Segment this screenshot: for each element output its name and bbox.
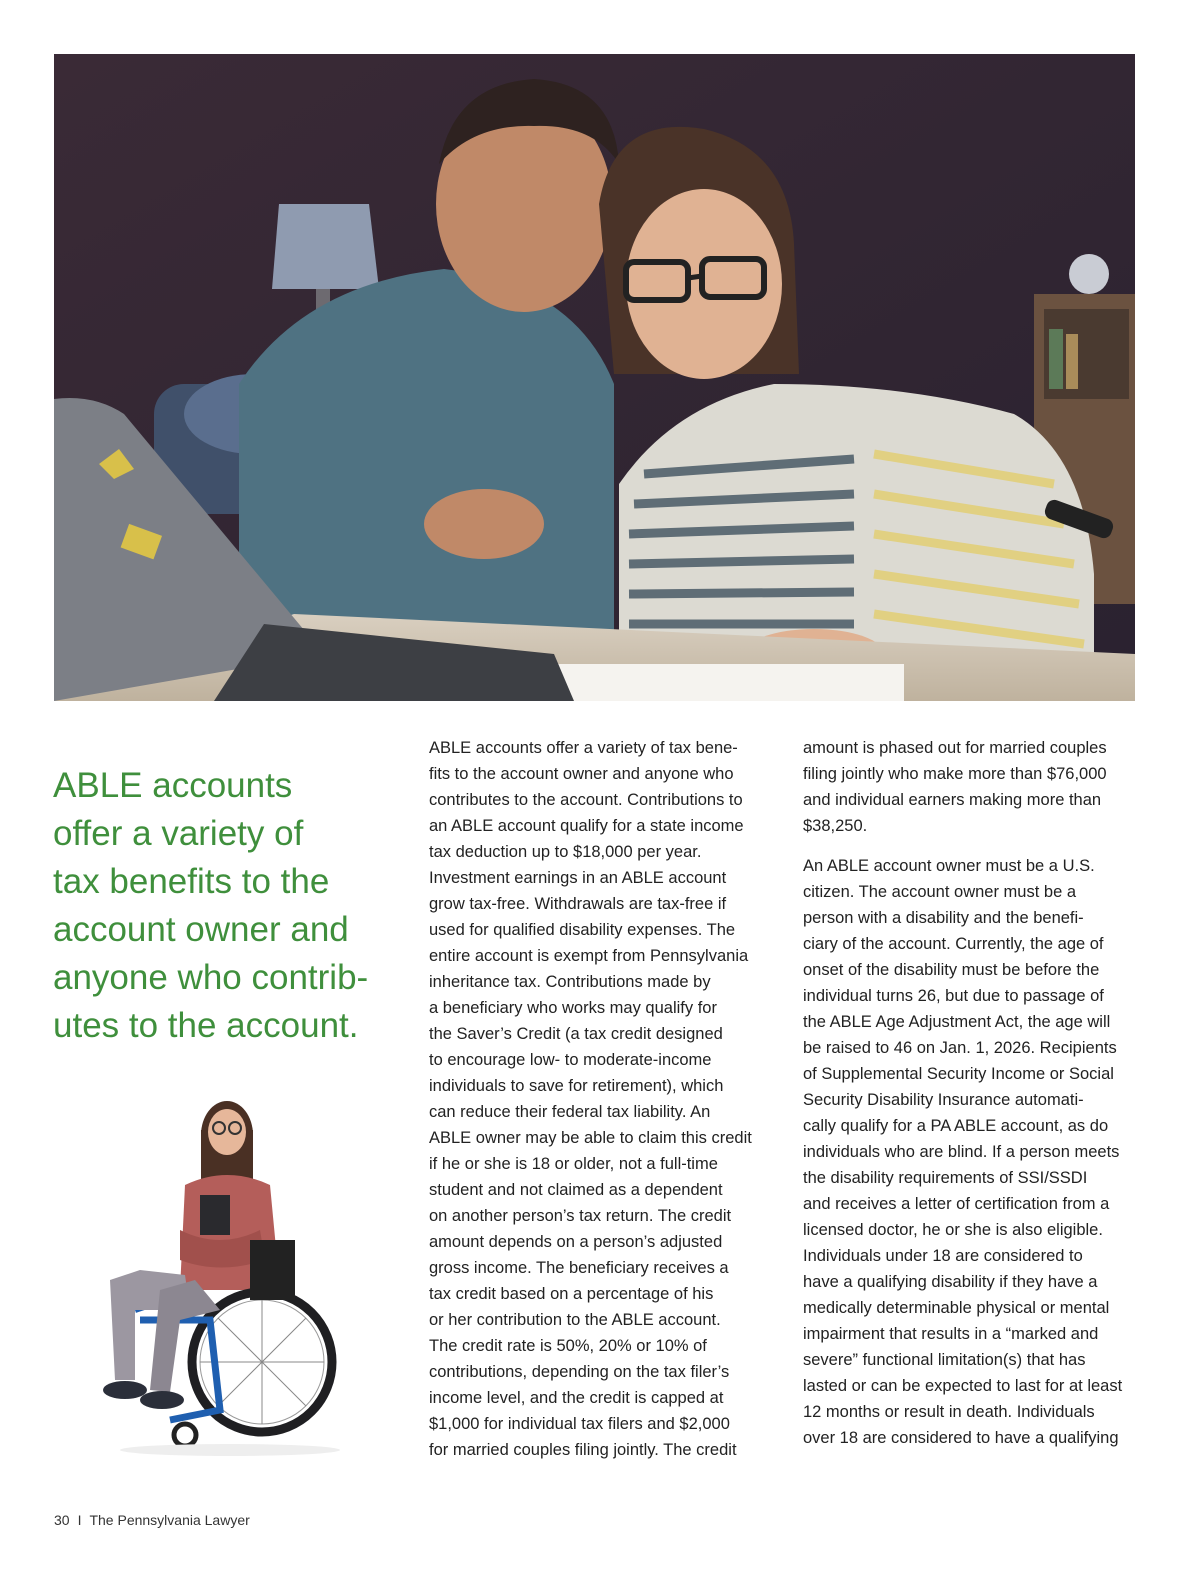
hero-photo [54, 54, 1135, 701]
body-line: onset of the disability must be before the [803, 961, 1100, 979]
footer-separator: I [77, 1512, 82, 1528]
body-line: contributes to the account. Contributions to [429, 791, 743, 809]
body-column-1 [429, 735, 769, 1463]
body-column-2 [803, 735, 1148, 1451]
body-line: to encourage low- to moderate-income [429, 1051, 712, 1069]
body-line: ABLE accounts offer a variety of tax bene- [429, 739, 738, 757]
body-line: ABLE owner may be able to claim this credit [429, 1129, 752, 1147]
paragraph-gap [803, 839, 1148, 853]
side-photo [80, 1090, 340, 1460]
body-line: fits to the account owner and anyone who [429, 765, 734, 783]
body-line: inheritance tax. Contributions made by [429, 973, 711, 991]
body-line: contributions, depending on the tax filer’s [429, 1363, 730, 1381]
body-line: amount is phased out for married couples [803, 739, 1107, 757]
body-line: tax deduction up to $18,000 per year. [429, 843, 702, 861]
body-line: An ABLE account owner must be a U.S. [803, 857, 1095, 875]
body-line: student and not claimed as a dependent [429, 1181, 723, 1199]
body-line: used for qualified disability expenses. The [429, 921, 736, 939]
body-line: and individual earners making more than [803, 791, 1102, 809]
photo-woman-wheelchair-icon [80, 1090, 340, 1460]
body-line: or her contribution to the ABLE account. [429, 1311, 721, 1329]
body-line: the ABLE Age Adjustment Act, the age will [803, 1013, 1111, 1031]
pull-quote-line: offer a variety of [53, 814, 304, 853]
body-line: Security Disability Insurance automati- [803, 1091, 1084, 1109]
pull-quote [53, 762, 383, 1050]
body-line: grow tax-free. Withdrawals are tax-free if [429, 895, 727, 913]
body-line: the disability requirements of SSI/SSDI [803, 1169, 1088, 1187]
body-line: income level, and the credit is capped at [429, 1389, 724, 1407]
body-line: the Saver’s Credit (a tax credit designed [429, 1025, 723, 1043]
body-line: be raised to 46 on Jan. 1, 2026. Recipients [803, 1039, 1117, 1057]
body-line: severe” functional limitation(s) that has [803, 1351, 1086, 1369]
body-line: entire account is exempt from Pennsylvania [429, 947, 749, 965]
body-line: and receives a letter of certification from a [803, 1195, 1110, 1213]
body-line: amount depends on a person’s adjusted [429, 1233, 723, 1251]
body-line: Investment earnings in an ABLE account [429, 869, 727, 887]
body-line: of Supplemental Security Income or Social [803, 1065, 1114, 1083]
pull-quote-line: tax benefits to the [53, 862, 330, 901]
photo-father-daughter-laptop-icon [54, 54, 1135, 701]
body-line: cally qualify for a PA ABLE account, as do [803, 1117, 1109, 1135]
body-line: filing jointly who make more than $76,000 [803, 765, 1107, 783]
body-line: citizen. The account owner must be a [803, 883, 1077, 901]
body-line: have a qualifying disability if they have a [803, 1273, 1098, 1291]
body-line: individuals to save for retirement), which [429, 1077, 724, 1095]
body-line: impairment that results in a “marked and [803, 1325, 1099, 1343]
body-line: The credit rate is 50%, 20% or 10% of [429, 1337, 707, 1355]
publication-name: The Pennsylvania Lawyer [89, 1512, 250, 1528]
body-line: a beneficiary who works may qualify for [429, 999, 717, 1017]
body-line: if he or she is 18 or older, not a full-time [429, 1155, 718, 1173]
body-line: $38,250. [803, 817, 868, 835]
body-line: on another person’s tax return. The credit [429, 1207, 732, 1225]
body-line: person with a disability and the benefi- [803, 909, 1084, 927]
body-line: 12 months or result in death. Individuals [803, 1403, 1095, 1421]
body-line: ciary of the account. Currently, the age of [803, 935, 1104, 953]
pull-quote-line: account owner and [53, 910, 349, 949]
body-line: licensed doctor, he or she is also eligible. [803, 1221, 1103, 1239]
pull-quote-line: ABLE accounts [53, 766, 293, 805]
body-line: $1,000 for individual tax filers and $2,000 [429, 1415, 730, 1433]
body-line: for married couples filing jointly. The credit [429, 1441, 737, 1459]
pull-quote-line: utes to the account. [53, 1006, 359, 1045]
body-line: lasted or can be expected to last for at least [803, 1377, 1123, 1395]
body-line: individual turns 26, but due to passage of [803, 987, 1104, 1005]
body-line: gross income. The beneficiary receives a [429, 1259, 729, 1277]
body-line: individuals who are blind. If a person meets [803, 1143, 1120, 1161]
body-line: Individuals under 18 are considered to [803, 1247, 1083, 1265]
page-footer [54, 1512, 250, 1528]
body-line: an ABLE account qualify for a state income [429, 817, 744, 835]
body-line: over 18 are considered to have a qualifying [803, 1429, 1119, 1447]
body-line: tax credit based on a percentage of his [429, 1285, 714, 1303]
page-number: 30 [54, 1512, 70, 1528]
pull-quote-line: anyone who contrib- [53, 958, 369, 997]
body-line: medically determinable physical or mental [803, 1299, 1110, 1317]
body-line: can reduce their federal tax liability. An [429, 1103, 711, 1121]
